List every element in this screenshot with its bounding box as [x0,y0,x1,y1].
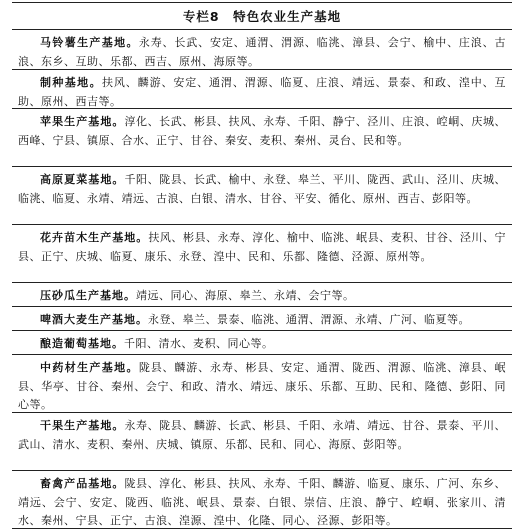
table-row [12,167,512,225]
table-row [12,30,512,70]
base-locations: 陇县、麟游、永寿、彬县、安定、通渭、陇西、渭源、临洮、漳县、岷县、华亭、甘谷、秦州、会宁、和政、清水、靖远、康乐、乐都、互助、民和、隆德、彭阳、同心等。 [18,361,506,411]
base-name: 花卉苗木生产基地。 [40,231,149,244]
base-locations: 永登、皋兰、景泰、临洮、通渭、渭源、永靖、广河、临夏等。 [148,313,470,326]
base-name: 压砂瓜生产基地。 [40,289,136,302]
base-locations: 陇县、淳化、彬县、扶风、永寿、千阳、麟游、临夏、康乐、广河、东乡、靖远、会宁、安定、陇西、临洮、岷县、景泰、白银、崇信、庄浪、静宁、崆峒、张家川、清水、秦州、宁县、正宁、古浪、湟源、湟中、化隆、同心、泾源、彭阳等。 [18,477,507,527]
base-locations: 千阳、陇县、长武、榆中、永登、皋兰、平川、陇西、武山、泾川、庆城、临洮、临夏、永靖、靖远、古浪、白银、清水、甘谷、平安、循化、原州、西吉、彭阳等。 [18,173,507,205]
base-name: 啤酒大麦生产基地。 [40,313,148,326]
base-locations: 靖远、同心、海原、皋兰、永靖、会宁等。 [136,289,355,302]
base-locations: 扶风、彬县、永寿、淳化、榆中、临洮、岷县、麦积、甘谷、泾川、宁县、正宁、庆城、临夏、康乐、永登、湟中、民和、乐都、隆德、泾源、原州等。 [18,231,507,263]
table-row [12,331,512,355]
base-name: 干果生产基地。 [40,419,125,432]
base-name: 高原夏菜基地。 [40,173,125,186]
table-row [12,70,512,109]
base-name: 制种基地。 [40,76,102,89]
base-name: 畜禽产品基地。 [40,477,125,490]
base-locations: 千阳、清水、麦积、同心等。 [124,337,274,350]
base-locations: 永寿、长武、安定、通渭、渭源、临洮、漳县、会宁、榆中、庄浪、古浪、东乡、互助、乐都、西吉、原州、海原等。 [18,36,506,68]
base-name: 酿造葡萄基地。 [40,337,124,350]
base-name: 马铃薯生产基地。 [40,36,139,49]
table-body [12,30,512,529]
base-locations: 淳化、长武、彬县、扶风、永寿、千阳、静宁、泾川、庄浪、崆峒、庆城、西峰、宁县、镇原、合水、正宁、甘谷、秦安、麦积、秦州、灵台、民和等。 [18,115,507,147]
table-header [12,2,512,30]
table-row [12,413,512,471]
feature-table [12,2,512,529]
base-name: 苹果生产基地。 [40,115,125,128]
base-name: 中药材生产基地。 [40,361,139,374]
table-row [12,307,512,331]
table-row [12,283,512,307]
base-locations: 永寿、陇县、麟游、长武、彬县、千阳、永靖、靖远、甘谷、景泰、平川、武山、清水、麦积、秦州、庆城、镇原、乐都、民和、同心、海原、彭阳等。 [18,419,507,451]
table-row [12,355,512,413]
table-row [12,225,512,283]
table-row [12,109,512,167]
base-locations: 扶风、麟游、安定、通渭、渭源、临夏、庄浪、靖远、景泰、和政、湟中、互助、原州、西吉等。 [18,76,507,108]
table-title: 专栏8 特色农业生产基地 [182,9,342,24]
